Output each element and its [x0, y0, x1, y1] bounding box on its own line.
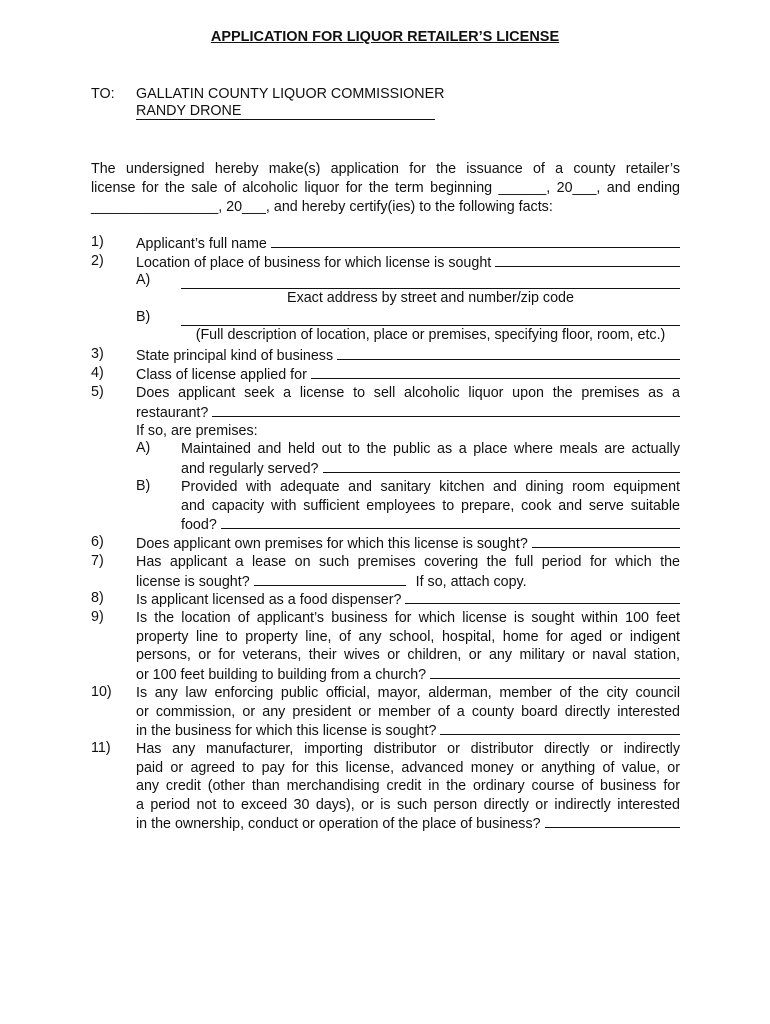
item-1	[136, 234, 680, 254]
item-8	[136, 590, 680, 610]
item-5b-line-2: and capacity with sufficient employees to prepare, cook and serve suitable	[181, 497, 680, 514]
item-2	[136, 253, 680, 273]
item-10-line-3: in the business for which this license is sought?	[136, 723, 437, 740]
item-7-line-2: license is sought?	[136, 573, 250, 590]
recipient-name: RANDY DRONE	[136, 104, 435, 120]
item-9-line-4: or 100 feet building to building from a church?	[136, 666, 427, 683]
item-11-line-3: any credit (other than merchandising credit in the ordinary course of business for	[136, 778, 680, 795]
item-11	[136, 740, 680, 834]
item-number-1: 1)	[91, 234, 104, 250]
item-11-line-2: paid or agreed to pay for this license, advanced money or anything of value, or	[136, 759, 680, 776]
item-11-line-5-row	[136, 814, 680, 834]
item-5a-label: A)	[136, 440, 151, 456]
item-5b	[181, 478, 680, 535]
proximity-field[interactable]	[430, 665, 680, 679]
address-caption: Exact address by street and number/zip code	[287, 290, 574, 306]
item-5-line-2-row	[136, 403, 680, 423]
item-6	[136, 534, 680, 554]
item-5a-line-2: and regularly served?	[181, 460, 319, 477]
item-10-line-1: Is any law enforcing public official, mayor, alderman, member of the city council	[136, 685, 680, 701]
item-9-line-2: property line to property line, of any school, hospital, home for aged or indigent	[136, 628, 680, 645]
item-number-7: 7)	[91, 553, 104, 569]
item-7-line-2-row	[136, 572, 680, 592]
item-5b-label: B)	[136, 478, 151, 494]
distributor-interest-field[interactable]	[545, 814, 680, 828]
item-3	[136, 346, 680, 366]
item-2b-label: B)	[136, 309, 151, 325]
food-dispenser-field[interactable]	[405, 590, 680, 604]
intro-paragraph	[91, 160, 680, 217]
intro-line-1: The undersigned hereby make(s) application for the issuance of a county retailer’s	[91, 161, 680, 177]
item-6-text: Does applicant own premises for which this license is sought?	[136, 536, 528, 552]
item-4-text: Class of license applied for	[136, 367, 307, 383]
item-10-line-2: or commission, or any president or member of a county board directly interested	[136, 703, 680, 720]
to-label: TO:	[91, 86, 115, 102]
item-11-line-1: Has any manufacturer, importing distributor or distributor directly or indirectly	[136, 741, 680, 757]
item-5a-line-1: Maintained and held out to the public as a place where meals are actually	[181, 441, 680, 457]
item-2a-label: A)	[136, 272, 151, 288]
item-5-line-2: restaurant?	[136, 404, 209, 421]
intro-line-2: license for the sale of alcoholic liquor for the term beginning ______, 20___, and ending	[91, 180, 680, 196]
item-number-10: 10)	[91, 684, 112, 700]
item-8-text: Is applicant licensed as a food dispenser?	[136, 592, 402, 608]
license-class-field[interactable]	[311, 365, 680, 379]
item-9-line-3: persons, or for veterans, their wives or children, or any military or naval station,	[136, 647, 680, 664]
meals-served-field[interactable]	[323, 459, 681, 473]
location-description-field[interactable]	[181, 325, 680, 326]
item-5-line-3: If so, are premises:	[136, 423, 258, 440]
item-number-3: 3)	[91, 346, 104, 362]
address-field[interactable]	[181, 288, 680, 289]
item-5a-line-2-row	[181, 459, 680, 479]
business-location-field[interactable]	[495, 253, 680, 267]
lease-field[interactable]	[254, 572, 406, 586]
item-1-text: Applicant’s full name	[136, 236, 267, 252]
item-5	[136, 384, 680, 441]
intro-line-3: ________________, 20___, and hereby certify(ies) to the following facts:	[91, 199, 553, 215]
item-5b-line-3: food?	[181, 517, 217, 534]
applicant-name-field[interactable]	[271, 234, 680, 248]
kitchen-equipment-field[interactable]	[221, 515, 680, 529]
item-5b-line-3-row	[181, 515, 680, 535]
business-kind-field[interactable]	[337, 346, 680, 360]
item-11-line-5: in the ownership, conduct or operation of the place of business?	[136, 816, 541, 833]
restaurant-field[interactable]	[212, 403, 680, 417]
item-9-line-1: Is the location of applicant’s business for which license is sought within 100 feet	[136, 610, 680, 626]
item-number-2: 2)	[91, 253, 104, 269]
item-7	[136, 553, 680, 591]
item-number-6: 6)	[91, 534, 104, 550]
item-number-5: 5)	[91, 384, 104, 400]
location-description-caption: (Full description of location, place or premises, specifying floor, room, etc.)	[195, 327, 666, 343]
item-11-line-4: a period not to exceed 30 days), or is such person directly or indirectly interested	[136, 796, 680, 813]
item-2-text: Location of place of business for which license is sought	[136, 255, 492, 271]
item-5-line-1: Does applicant seek a license to sell alcoholic liquor upon the premises as a	[136, 385, 680, 401]
item-number-9: 9)	[91, 609, 104, 625]
item-10	[136, 684, 680, 741]
item-4	[136, 365, 680, 385]
item-number-4: 4)	[91, 365, 104, 381]
recipient-office: GALLATIN COUNTY LIQUOR COMMISSIONER	[136, 86, 445, 102]
item-5a	[181, 440, 680, 478]
item-9-line-4-row	[136, 665, 680, 685]
own-premises-field[interactable]	[532, 534, 680, 548]
page-title: APPLICATION FOR LIQUOR RETAILER’S LICENSE	[210, 29, 560, 45]
item-7-attach: If so, attach copy.	[415, 573, 527, 590]
item-10-line-3-row	[136, 721, 680, 741]
item-7-line-1: Has applicant a lease on such premises covering the full period for which the	[136, 554, 680, 570]
official-interest-field[interactable]	[440, 721, 680, 735]
item-3-text: State principal kind of business	[136, 348, 334, 364]
item-number-8: 8)	[91, 590, 104, 606]
item-5b-line-1: Provided with adequate and sanitary kitchen and dining room equipment	[181, 479, 680, 495]
item-9	[136, 609, 680, 684]
item-number-11: 11)	[91, 740, 111, 756]
